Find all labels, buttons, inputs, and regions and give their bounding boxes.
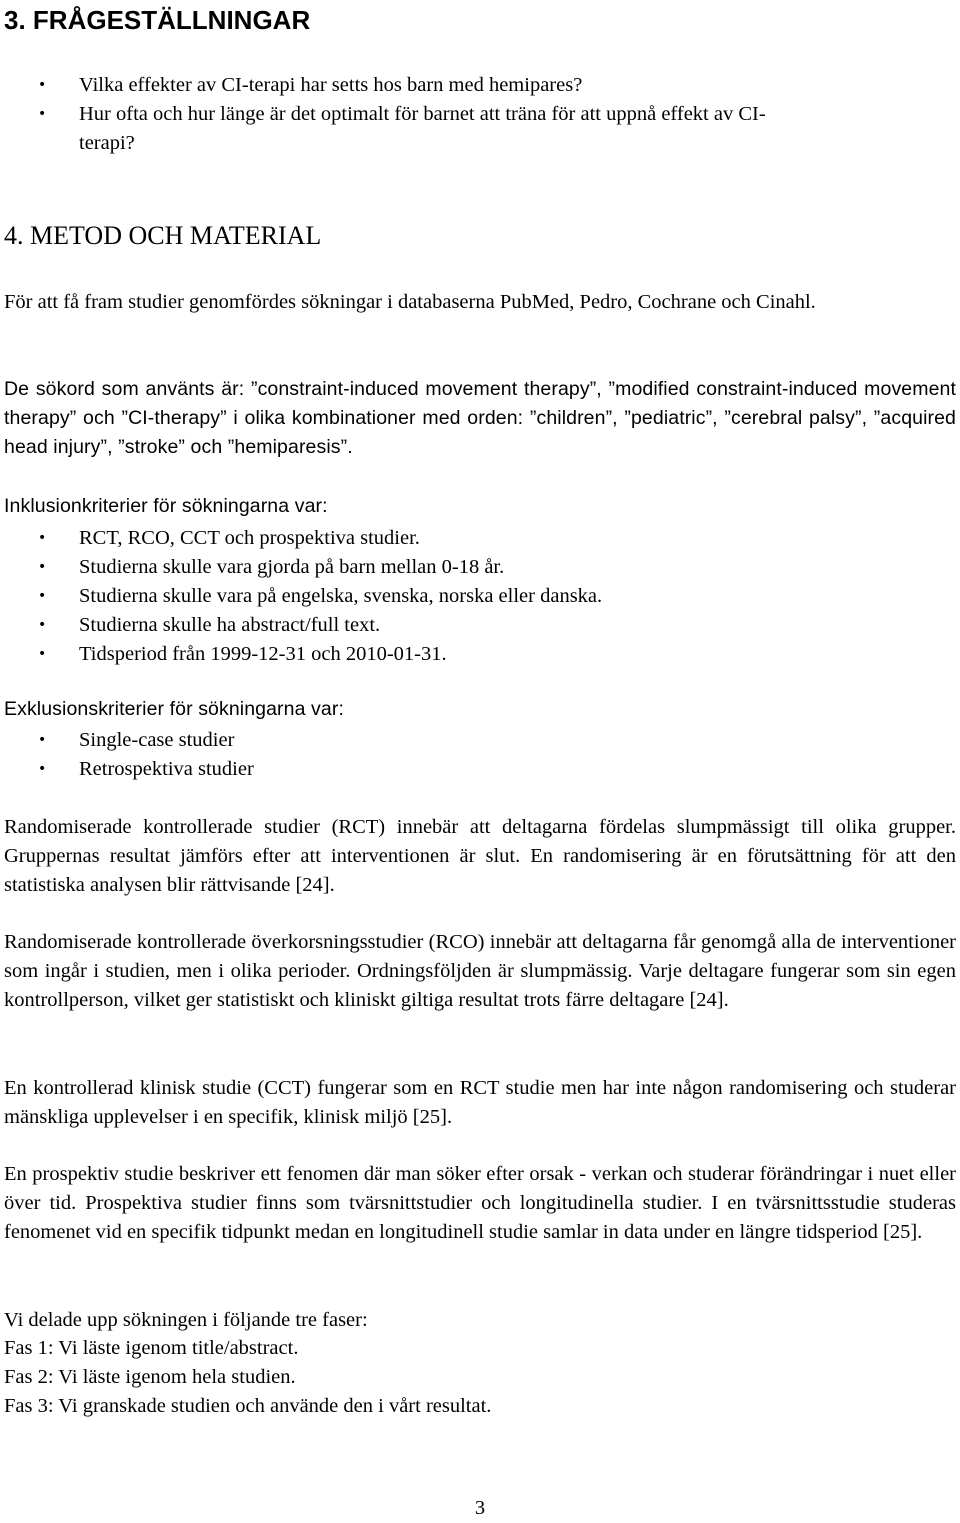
rct-paragraph: Randomiserade kontrollerade studier (RCT) innebär att deltagarna fördelas slumpmässigt till olika grupper. Gruppernas resultat jämförs efter att interventionen är slut. En randomisering är en förutsättning för att den statistiska analysen blir rättvisande [24]. <box>4 816 956 896</box>
bullet-icon: • <box>38 530 47 546</box>
list-item: • Studierna skulle vara gjorda på barn mellan 0-18 år. <box>0 553 602 582</box>
list-item: • Hur ofta och hur länge är det optimalt för barnet att träna för att uppnå effekt av CI- terapi? <box>0 100 766 158</box>
section-3-heading: 3. FRÅGESTÄLLNINGAR <box>4 5 311 35</box>
bullet-icon: • <box>38 761 47 777</box>
exclusion-heading: Exklusionskriterier för sökningarna var: <box>4 698 344 720</box>
bullet-icon: • <box>38 646 47 662</box>
list-item: • RCT, RCO, CCT och prospektiva studier. <box>0 524 602 553</box>
research-questions-list <box>0 71 766 158</box>
rco-paragraph: Randomiserade kontrollerade överkorsningsstudier (RCO) innebär att deltagarna får genomgå alla de interventioner som ingår i studien, men i olika perioder. Ordningsföljden är slumpmässig. Varje deltagare fungerar som sin egen kontrollperson, vilket ger statistiskt och kliniskt giltiga resultat trots färre deltagare [24]. <box>4 931 956 1011</box>
list-item: • Single-case studier <box>0 726 254 755</box>
bullet-icon: • <box>38 106 47 122</box>
section-4-heading: 4. METOD OCH MATERIAL <box>4 221 322 250</box>
bullet-icon: • <box>38 588 47 604</box>
inclusion-heading: Inklusionkriterier för sökningarna var: <box>4 495 328 517</box>
exclusion-criteria-list <box>0 726 254 784</box>
list-item: • Vilka effekter av CI-terapi har setts hos barn med hemipares? <box>0 71 766 100</box>
bullet-icon: • <box>38 77 47 93</box>
intro-paragraph: För att få fram studier genomfördes sökningar i databaserna PubMed, Pedro, Cochrane och Cinahl. <box>4 291 816 313</box>
bullet-icon: • <box>38 559 47 575</box>
list-item: • Studierna skulle vara på engelska, svenska, norska eller danska. <box>0 582 602 611</box>
inclusion-criteria-list <box>0 524 602 669</box>
phase-1: Fas 1: Vi läste igenom title/abstract. <box>4 1337 299 1359</box>
list-item: • Studierna skulle ha abstract/full text. <box>0 611 602 640</box>
prospective-paragraph: En prospektiv studie beskriver ett fenomen där man söker efter orsak - verkan och studerar förändringar i nuet eller över tid. Prospektiva studier finns som tvärsnittstudier och longitudinella studier. I en tvärsnittsstudie studeras fenomenet vid en specifik tidpunkt medan en longitudinell studie samlar in data under en längre tidsperiod [25]. <box>4 1163 956 1243</box>
list-item: • Tidsperiod från 1999-12-31 och 2010-01-31. <box>0 640 602 669</box>
phase-3: Fas 3: Vi granskade studien och använde den i vårt resultat. <box>4 1395 492 1417</box>
cct-paragraph: En kontrollerad klinisk studie (CCT) fungerar som en RCT studie men har inte någon randomisering och studerar mänskliga upplevelser i en specifik, klinisk miljö [25]. <box>4 1077 956 1128</box>
bullet-icon: • <box>38 732 47 748</box>
bullet-icon: • <box>38 617 47 633</box>
phase-2: Fas 2: Vi läste igenom hela studien. <box>4 1366 296 1388</box>
page-number: 3 <box>474 1497 486 1519</box>
phases-intro: Vi delade upp sökningen i följande tre faser: <box>4 1309 368 1331</box>
keywords-paragraph: De sökord som använts är: ”constraint-induced movement therapy”, ”modified constraint-induced movement therapy” och ”CI-therapy” i olika kombinationer med orden: ”children”, ”pediatric”, ”cerebral palsy”, ”acquired head injury”, ”stroke” och ”hemiparesis”. <box>4 378 956 458</box>
list-item: • Retrospektiva studier <box>0 755 254 784</box>
